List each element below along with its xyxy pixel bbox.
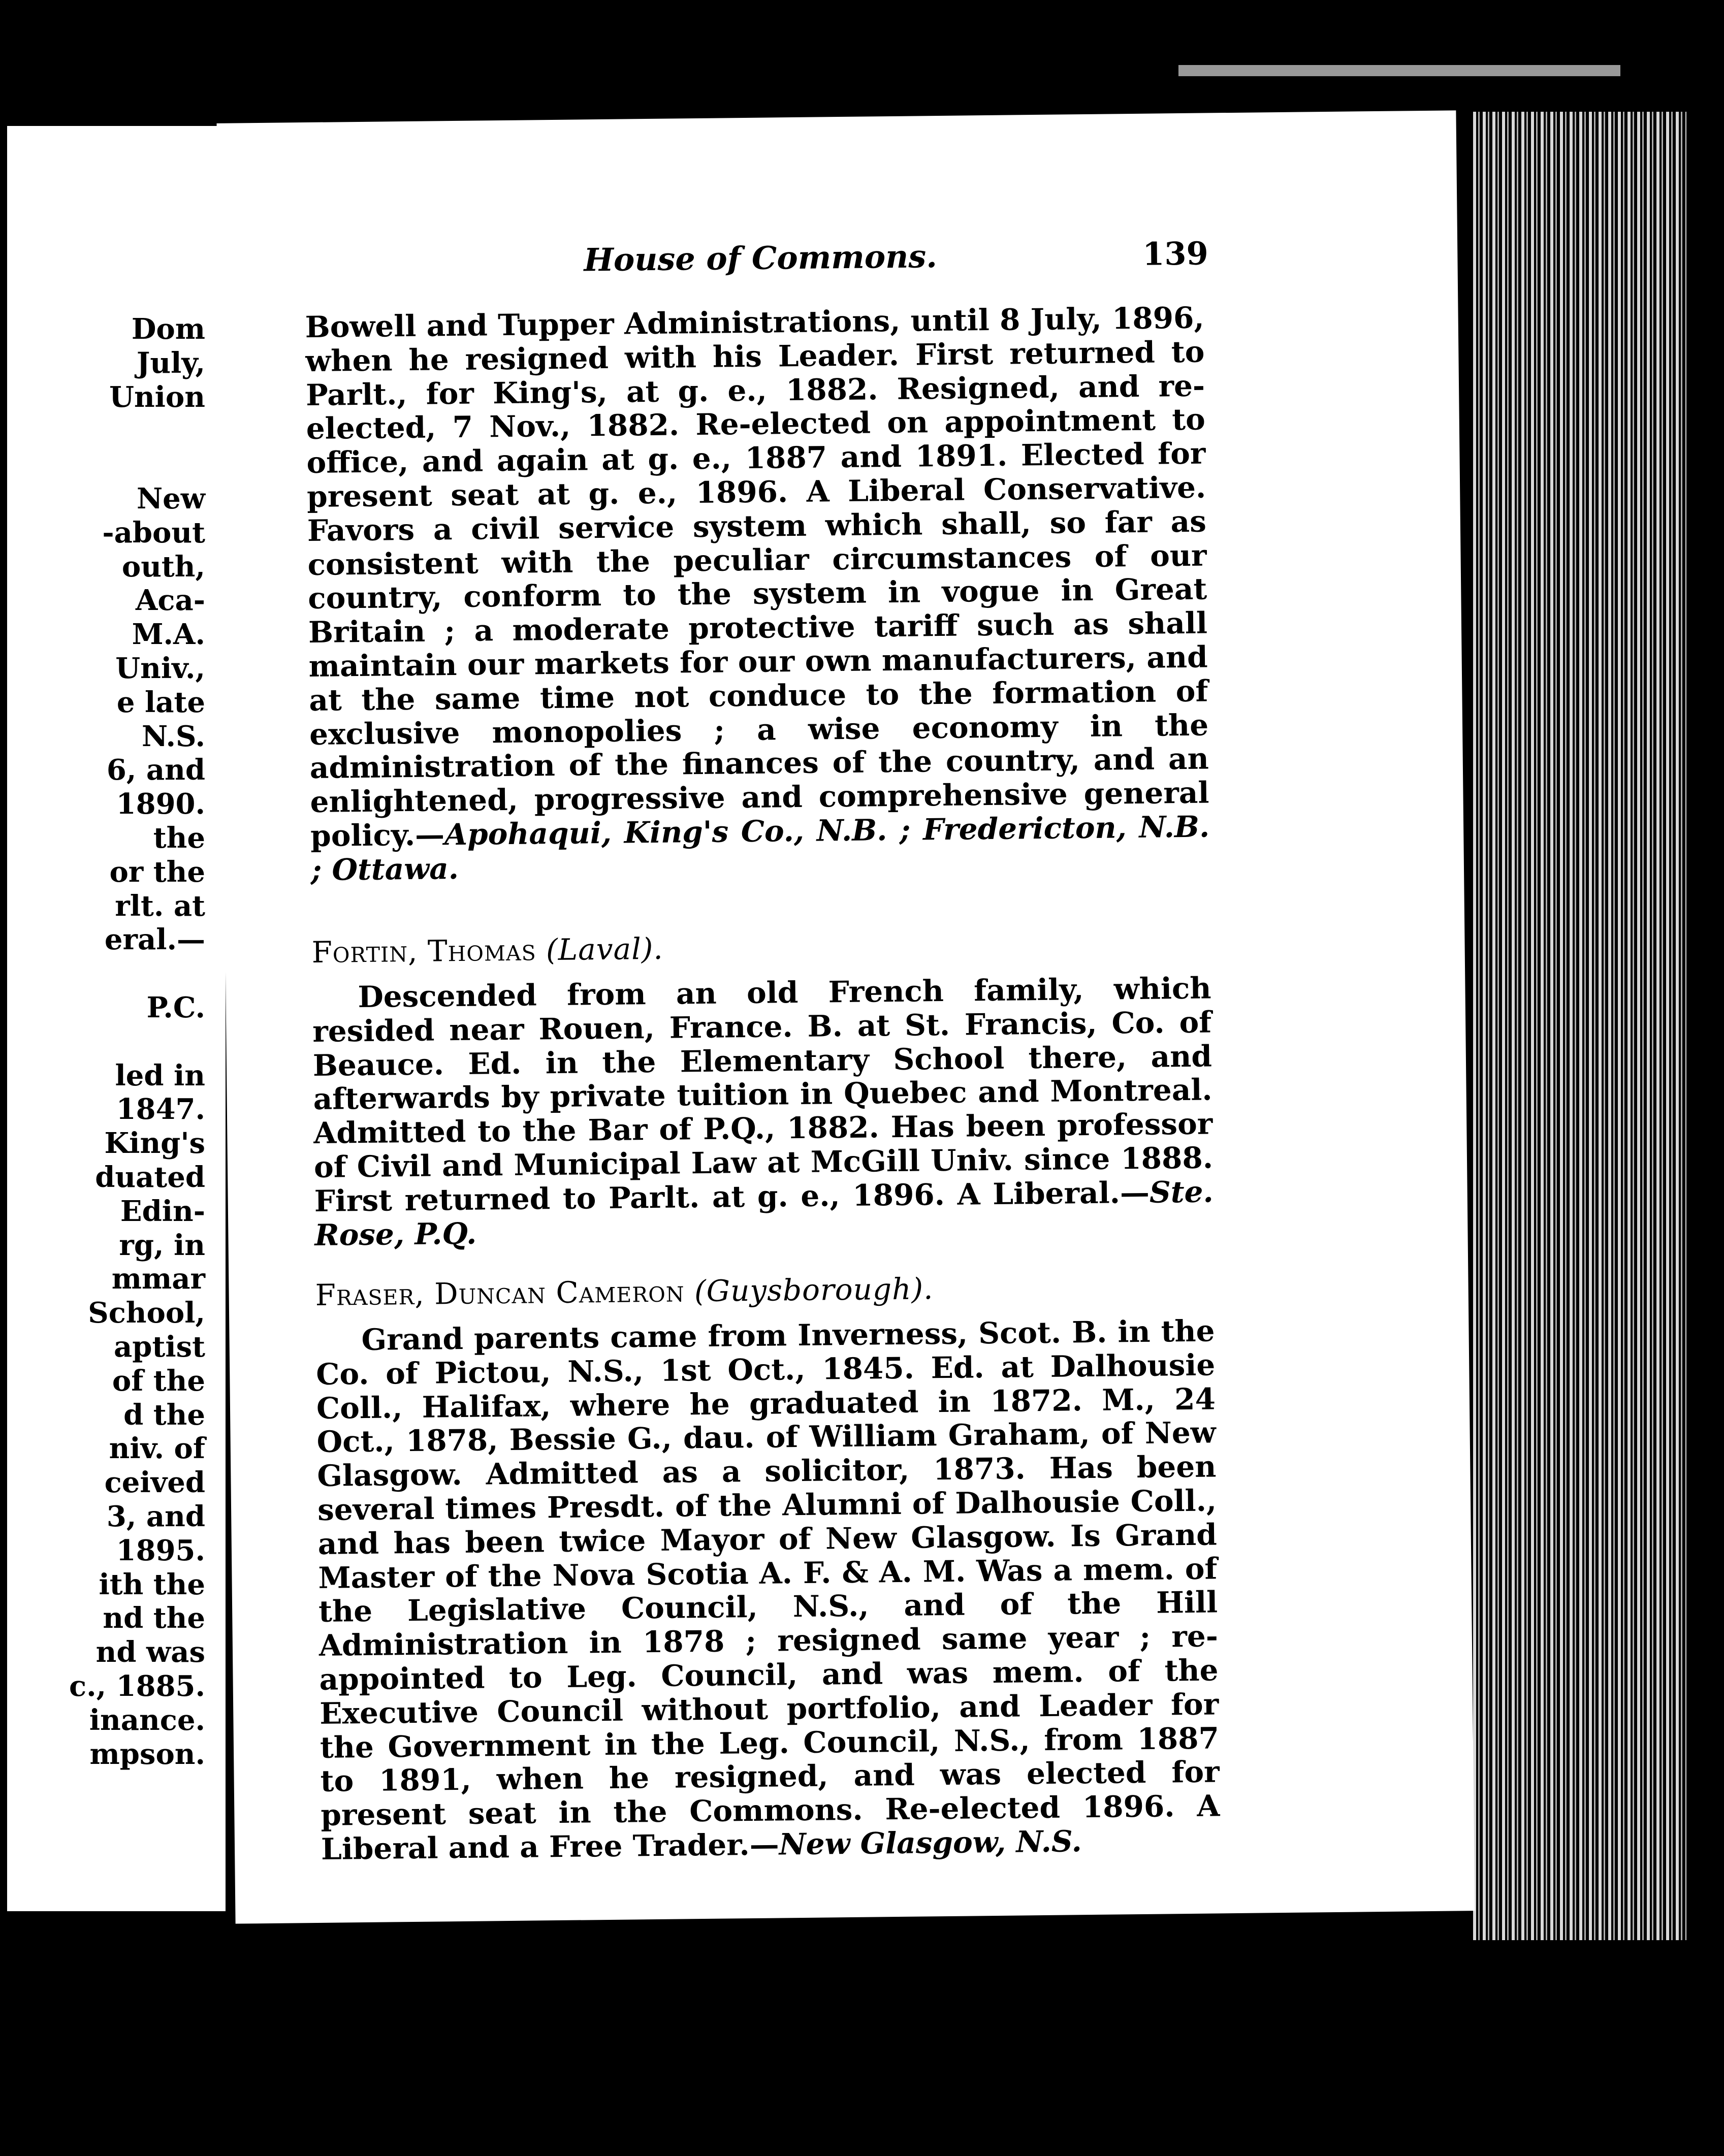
left-page-line: Union [109,380,205,414]
page-header [218,232,1458,291]
left-page-line: -about [102,516,205,550]
left-page-fragment [7,126,226,1911]
left-page-line: nd the [103,1601,205,1635]
entry-body: Descended from an old French family, which resided near Rouen, France. B. at St. Francis, Co. of Beauce. Ed. in the Elementary School there, and afterwards by private tuition in Quebec and Montreal. Admitted to the Bar of P.Q., 1882. Has been professor of Civil and Municipal Law at McGill Univ. since 1888. First returned to Parlt. at g. e., 1896. A Liberal.— [312,971,1214,1218]
left-page-line: of the [112,1364,205,1398]
entry-continuation [305,301,1210,887]
left-page-line: Aca- [135,584,205,618]
entry-body: Bowell and Tupper Administrations, until 8 July, 1896, when he resigned with his Leader. First returned to Parlt., for King's, at g. e., 1882. Resigned, and re-elected, 7 Nov., 1882. Re-elected on appointment to office, and again at g. e., 1887 and 1891. Elected for present seat at g. e., 1896. A Liberal Conservative. Favors a civil service system which shall, so far as consistent with the peculiar circumstances of our country, conform to the system in vogue in Great Britain ; a moderate protective tariff such as shall maintain our markets for our own manufacturers, and at the same time not conduce to the formation of exclusive monopolies ; a wise economy in the administration of the finances of the country, and an enlightened, progressive and comprehensive general policy.— [305,300,1209,853]
left-page-line: d the [123,1398,205,1432]
left-page-line: 1847. [116,1092,205,1127]
entry-name: Fortin, Thomas [311,932,536,970]
entry-riding: (Laval). [546,931,664,968]
left-page-line: New [136,482,205,516]
left-page-line: niv. of [109,1432,205,1466]
left-page-line: ceived [104,1466,205,1500]
book-page-edges [1473,112,1686,1940]
left-page-line: the [153,821,205,855]
book-edge-top [1178,65,1620,76]
left-page-line: mmar [111,1262,205,1296]
left-page-line: eral.— [104,923,205,957]
left-page-line: 1890. [116,787,205,821]
left-page-line: Edin- [120,1194,205,1228]
left-page-line: P.C. [146,991,205,1024]
left-page-line: ith the [99,1567,205,1601]
left-page-line: inance. [89,1703,205,1737]
running-title: House of Commons. [583,238,938,279]
left-page-line: e late [116,685,205,719]
entry-heading-fortin [311,931,663,970]
left-page-line: outh, [121,550,205,584]
entry-address: Apohaqui, King's Co., N.B. ; Fredericton, N.B. ; Ottawa. [310,809,1210,887]
left-page-line: rlt. at [115,889,205,923]
left-page-line: King's [104,1127,205,1161]
left-page-line: Dom [131,312,205,346]
left-page-line: 6, and [106,753,205,787]
entry-heading-fraser [315,1271,934,1312]
left-page-line: rg, in [119,1228,205,1262]
entry-body: Grand parents came from Inverness, Scot. B. in the Co. of Pictou, N.S., 1st Oct., 1845. Ed. at Dalhousie Coll., Halifax, where he graduated in 1872. M., 24 Oct., 1878, Bessie G., dau. of William Graham, of New Glasgow. Admitted as a solicitor, 1873. Has been several times Presdt. of the Alumni of Dalhousie Coll., and has been twice Mayor of New Glasgow. Is Grand Master of the Nova Scotia A. F. & A. M. Was a mem. of the Legislative Council, N.S., and of the Hill Administration in 1878 ; resigned same year ; re-appointed to Leg. Council, and was mem. of the Executive Council without portfolio, and Leader for the Government in the Leg. Council, N.S., from 1887 to 1891, when he resigned, and was elected for present seat in the Commons. Re-elected 1896. A Liberal and a Free Trader.— [315,1313,1220,1867]
left-page-line: aptist [114,1330,205,1364]
left-page-line: mpson. [89,1737,205,1771]
left-page-line: N.S. [141,719,205,753]
left-page-line: Univ., [115,652,205,685]
left-page-line: School, [88,1296,205,1330]
entry-fortin [312,971,1214,1252]
entry-riding: (Guysborough). [694,1271,934,1309]
entry-fraser [315,1314,1220,1866]
left-page-line: July, [136,346,205,380]
left-page-line: c., 1885. [69,1669,205,1703]
entry-address: Ste. Rose, P.Q. [314,1174,1214,1252]
entry-address: New Glasgow, N.S. [779,1824,1082,1862]
left-page-line: 1895. [116,1533,205,1567]
left-page-line: 3, and [106,1500,205,1533]
entry-name: Fraser, Duncan Cameron [315,1274,685,1312]
left-page-line: M.A. [132,618,205,652]
left-page-line: or the [109,855,205,889]
page-number: 139 [1142,235,1209,273]
left-page-line: duated [95,1161,205,1194]
book-page [217,110,1475,1923]
left-page-line: led in [115,1058,205,1092]
left-page-line: nd was [95,1635,205,1669]
